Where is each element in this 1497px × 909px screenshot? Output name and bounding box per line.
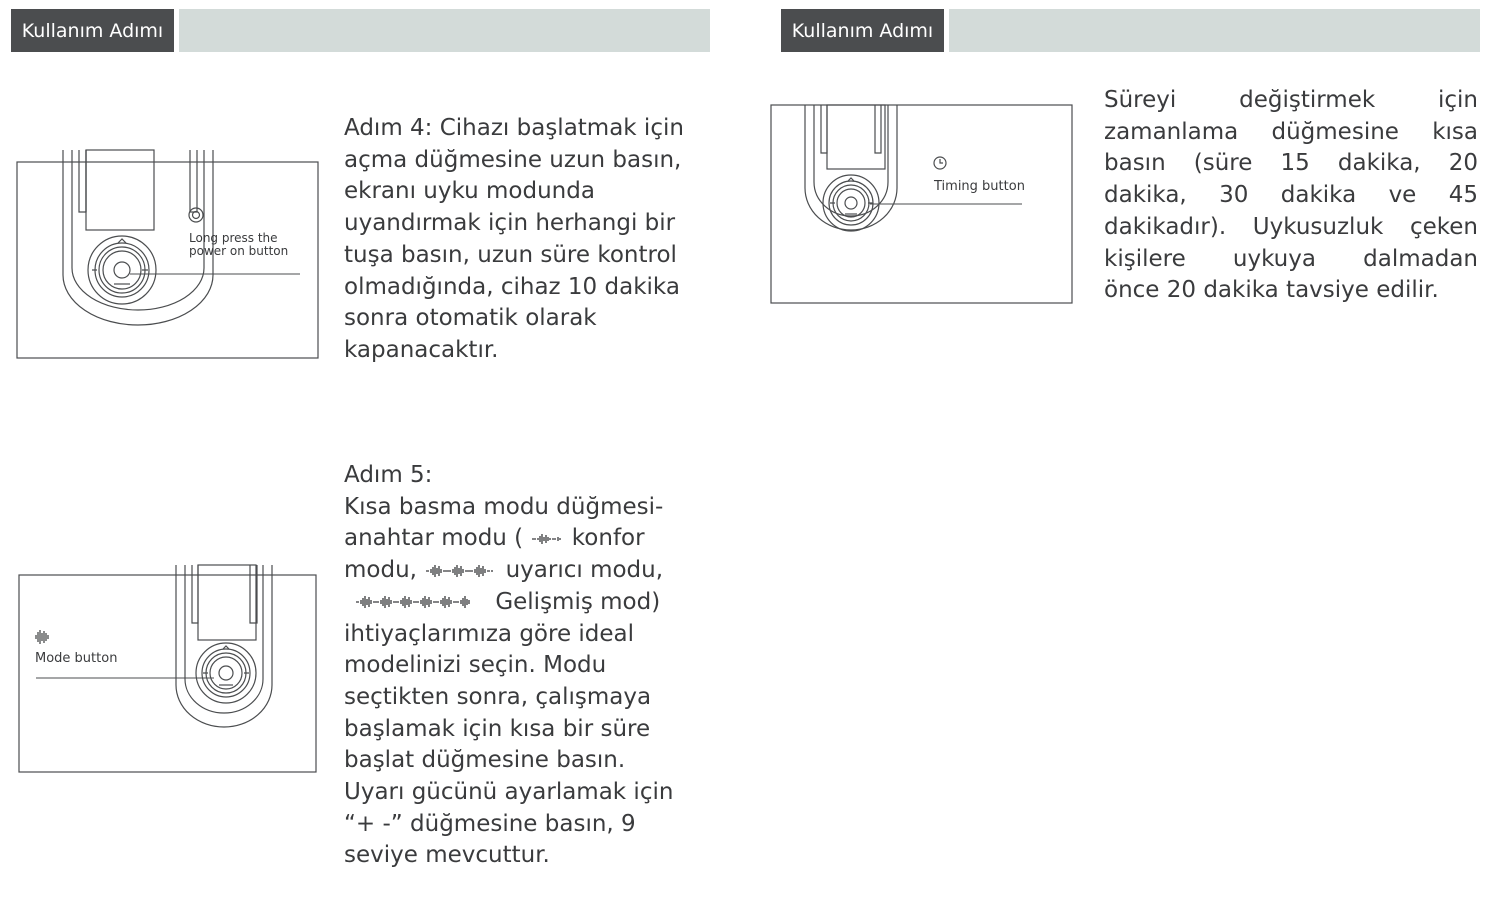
step4-line: tuşa basın, uzun süre kontrol — [344, 241, 677, 268]
step4-line: sonra otomatik olarak — [344, 305, 597, 332]
timing-text — [1104, 85, 1478, 307]
power-icon — [189, 208, 203, 222]
step5-line: modelinizi seçin. Modu — [344, 652, 607, 679]
timing-clock-icon — [934, 157, 946, 169]
step5-line: ihtiyaçlarımıza göre ideal — [344, 620, 635, 647]
step5-line2-b: konfor — [571, 525, 645, 552]
step4-line: açma düğmesine uzun basın, — [344, 146, 682, 173]
right-section-tab — [781, 9, 944, 52]
timing-line: önce 20 dakika tavsiye edilir. — [1104, 277, 1439, 304]
step5-title: Adım 5: — [344, 462, 433, 488]
step4-label-line2: power on button — [189, 244, 289, 258]
timing-line: dakikadır). Uykusuzluk çeken — [1104, 213, 1478, 240]
step5-line: seviye mevcuttur. — [344, 842, 550, 869]
step5-line: başlamak için kısa bir süre — [344, 715, 651, 742]
left-section-title: Kullanım Adımı — [21, 19, 164, 42]
step5-line: “+ -” düğmesine basın, 9 — [344, 810, 636, 837]
step5-line: başlat düğmesine basın. — [344, 747, 626, 774]
timing-figure — [770, 103, 1074, 305]
mode-wave-icon — [36, 630, 48, 644]
timing-line: Süreyi değiştirmek için — [1104, 87, 1478, 113]
timing-line: dakika, 30 dakika ve 45 — [1104, 182, 1478, 209]
step4-line: uyandırmak için herhangi bir — [344, 210, 676, 237]
step4-label-line1: Long press the — [189, 231, 278, 245]
left-section-tab — [11, 9, 174, 52]
step5-text — [344, 460, 724, 872]
stimulating-wave-icon — [424, 564, 498, 578]
step5-figure — [18, 565, 318, 775]
right-header-bar — [949, 9, 1480, 52]
step4-frame — [17, 162, 318, 358]
timing-line: basın (süre 15 dakika, 20 — [1104, 150, 1478, 177]
timing-line: kişilere uykuya dalmadan — [1104, 245, 1478, 272]
step5-line: seçtikten sonra, çalışmaya — [344, 683, 652, 710]
timing-label: Timing button — [934, 179, 1025, 194]
step5-line — [344, 523, 724, 555]
step4-line: kapanacaktır. — [344, 336, 499, 363]
right-section-title: Kullanım Adımı — [791, 19, 934, 42]
timing-line: zamanlama düğmesine kısa — [1104, 118, 1478, 145]
step5-line3-b: uyarıcı modu, — [505, 557, 664, 584]
step4-line: olmadığında, cihaz 10 dakika — [344, 273, 680, 300]
step5-line: Uyarı gücünü ayarlamak için — [344, 779, 674, 806]
step4-text — [344, 113, 724, 367]
step5-line2-a: anahtar modu ( — [344, 525, 524, 552]
step5-line — [344, 587, 724, 619]
step5-line — [344, 555, 724, 587]
step4-line: ekranı uyku modunda — [344, 178, 595, 205]
step5-label: Mode button — [35, 651, 118, 666]
comfort-wave-icon — [530, 532, 564, 546]
step5-line4-b: Gelişmiş mod) — [495, 588, 661, 615]
left-header-bar — [179, 9, 710, 52]
step4-line: Adım 4: Cihazı başlatmak için — [344, 115, 684, 141]
step5-line: Kısa basma modu düğmesi- — [344, 493, 664, 520]
step4-figure — [16, 150, 320, 360]
step5-line3-a: modu, — [344, 557, 417, 584]
advanced-wave-icon — [354, 595, 476, 609]
